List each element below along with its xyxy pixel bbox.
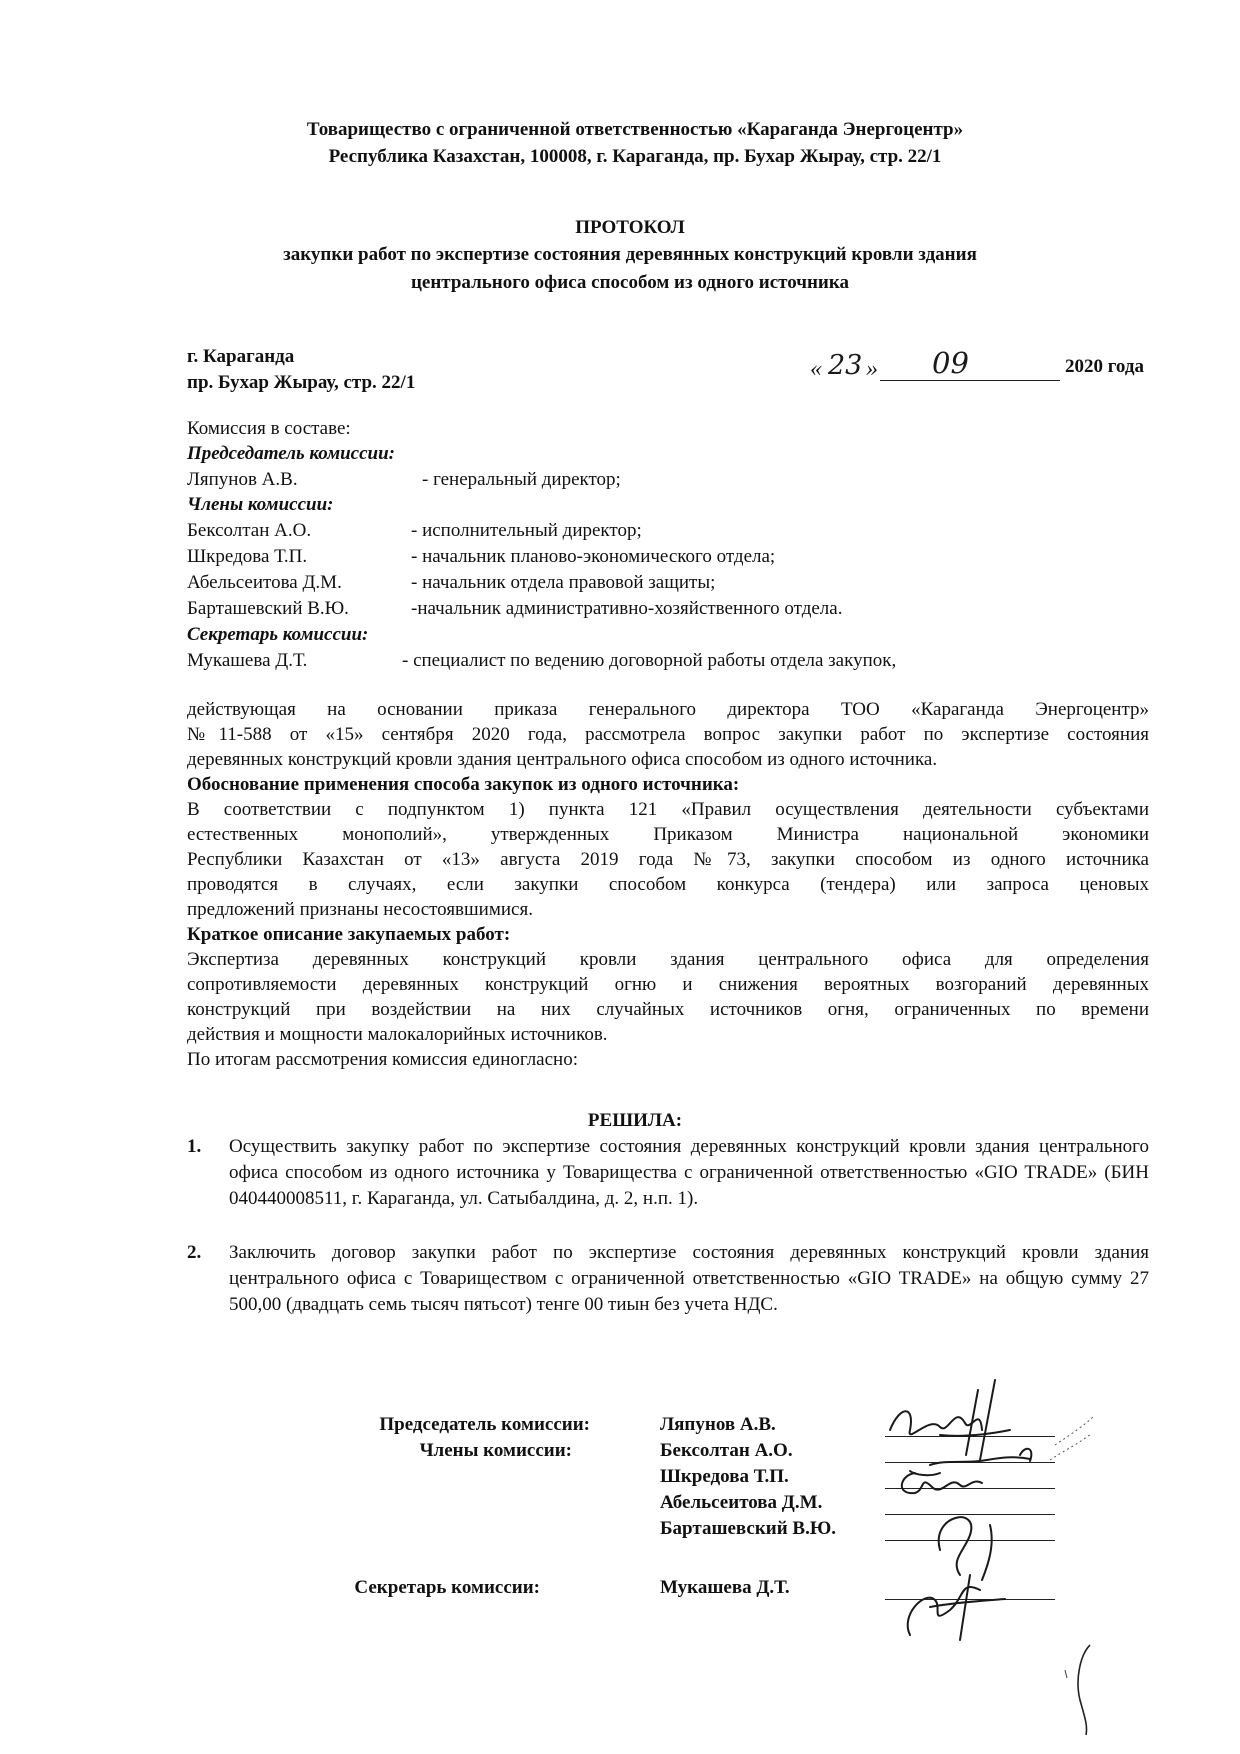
org-address: Республика Казахстан, 100008, г. Караганда, пр. Бухар Жырау, стр. 22/1 xyxy=(328,146,942,167)
handwritten-signatures xyxy=(870,1375,1100,1645)
description-line: действия и мощности малокалорийных источников. xyxy=(187,1024,608,1045)
member-role: - начальник отдела правовой защиты; xyxy=(411,572,716,593)
member-role: - начальник планово-экономического отдела; xyxy=(411,546,776,567)
doc-title: ПРОТОКОЛ xyxy=(575,217,685,238)
decision-item-text: Осуществить закупку работ по экспертизе состояния деревянных конструкций кровли здания центрального офиса способом из одного источника у Товарищества с ограниченной ответственностью «GIO TRADE» (БИН 040440008511, г. Караганда, ул. Сатыбалдина, д. 2, н.п. 1). xyxy=(229,1136,1149,1209)
date-block xyxy=(810,346,1155,386)
doc-subtitle-line2: центрального офиса способом из одного источника xyxy=(410,272,850,293)
sig-chair-label: Председатель комиссии: xyxy=(379,1414,590,1435)
justification-line: предложений признаны несостоявшимися. xyxy=(187,899,533,920)
decision-list xyxy=(187,1134,1149,1318)
description-line: конструкций при воздействии на них случайных источников огня, ограниченных по времени xyxy=(187,999,1149,1020)
faint-stroke xyxy=(1050,1433,1092,1460)
secretary-heading: Секретарь комиссии: xyxy=(187,624,369,645)
chair-name: Ляпунов А.В. xyxy=(187,469,298,490)
sig-name: Шкредова Т.П. xyxy=(660,1466,789,1487)
signature-stroke xyxy=(908,1587,980,1635)
secretary-name: Мукашева Д.Т. xyxy=(187,650,308,671)
member-name: Барташевский В.Ю. xyxy=(187,598,349,619)
decision-heading: РЕШИЛА: xyxy=(587,1110,683,1131)
signature-stroke xyxy=(890,1411,982,1434)
signature-stroke xyxy=(980,1380,995,1460)
commission-intro: Комиссия в составе: xyxy=(187,418,351,439)
sig-secretary-name: Мукашева Д.Т. xyxy=(660,1577,790,1598)
place-city: г. Караганда xyxy=(187,346,295,367)
decision-item-number: 1. xyxy=(187,1136,202,1157)
description-heading: Краткое описание закупаемых работ: xyxy=(187,924,511,945)
sig-name: Барташевский В.Ю. xyxy=(660,1518,837,1539)
secretary-role: - специалист по ведению договорной работы отдела закупок, xyxy=(402,650,897,671)
para1-line: №11-588 от «15» сентября 2020 года, рассмотрела вопрос закупки работ по экспертизе состояния xyxy=(187,724,1149,745)
sig-secretary-label: Секретарь комиссии: xyxy=(354,1577,540,1598)
place-address: пр. Бухар Жырау, стр. 22/1 xyxy=(187,372,416,393)
chair-heading: Председатель комиссии: xyxy=(187,443,395,464)
para1-line: действующая на основании приказа генерального директора ТОО «Караганда Энергоцентр» xyxy=(187,699,1149,720)
signature-stroke xyxy=(910,1471,940,1475)
secretary-row xyxy=(187,648,896,673)
member-name: Шкредова Т.П. xyxy=(187,546,308,567)
member-name: Абельсеитова Д.М. xyxy=(187,572,342,593)
signature-stroke xyxy=(930,1599,1005,1607)
description-line: Экспертиза деревянных конструкций кровли здания центрального офиса для определения xyxy=(187,949,1149,970)
members-heading: Члены комиссии: xyxy=(187,494,334,515)
signature-stroke xyxy=(902,1473,982,1493)
org-name: Товарищество с ограниченной ответственностью «Караганда Энергоцентр» xyxy=(306,119,964,140)
doc-subtitle-line1: закупки работ по экспертизе состояния деревянных конструкций кровли здания xyxy=(283,244,977,265)
signature-stroke xyxy=(966,1390,978,1455)
member-row xyxy=(187,570,715,595)
date-open-quote: « xyxy=(810,356,822,382)
justification-line: проводятся в случаях, если закупки способом конкурса (тендера) или запроса ценовых xyxy=(187,874,1149,895)
faint-stroke xyxy=(1055,1415,1095,1445)
justification-line: естественных монополий», утвержденных Приказом Министра национальной экономики xyxy=(187,824,1149,845)
date-close-quote: » xyxy=(866,356,878,382)
date-month-handwritten: 09 xyxy=(932,346,969,380)
date-month-line xyxy=(880,380,1060,381)
description-line: сопротивляемости деревянных конструкций огню и снижения вероятных возгораний деревянных xyxy=(187,974,1149,995)
sig-name: Бексолтан А.О. xyxy=(660,1440,793,1461)
date-year: 2020 года xyxy=(1065,356,1144,377)
chair-row xyxy=(187,467,621,492)
justification-line: В соответствии с подпунктом 1) пункта 121 «Правил осуществления деятельности субъектами xyxy=(187,799,1149,820)
corner-mark xyxy=(1060,1640,1110,1740)
signature-stroke xyxy=(960,1575,970,1640)
chair-role: - генеральный директор; xyxy=(422,469,621,490)
result-intro: По итогам рассмотрения комиссия единогласно: xyxy=(187,1049,578,1070)
sig-name: Абельсеитова Д.М. xyxy=(660,1492,823,1513)
signature-stroke xyxy=(982,1525,992,1580)
member-row xyxy=(187,544,775,569)
decision-item-text: Заключить договор закупки работ по экспертизе состояния деревянных конструкций кровли здания центрального офиса с Товариществом с ограниченной ответственностью «GIO TRADE» на общую сумму 27 500,00 (двадцать семь тысяч пятьсот) тенге 00 тиын без учета НДС. xyxy=(229,1242,1149,1315)
decision-item xyxy=(187,1240,1149,1318)
decision-item-number: 2. xyxy=(187,1242,202,1263)
sig-name: Ляпунов А.В. xyxy=(660,1414,776,1435)
mark-stroke xyxy=(1078,1645,1090,1735)
signature-stroke xyxy=(939,1517,972,1575)
justification-heading: Обоснование применения способа закупок из одного источника: xyxy=(187,774,740,795)
member-role: -начальник административно-хозяйственного отдела. xyxy=(411,598,843,619)
signature-stroke xyxy=(940,1430,1010,1436)
mark-stroke xyxy=(1065,1670,1067,1678)
decision-item xyxy=(187,1134,1149,1212)
member-row xyxy=(187,596,842,621)
sig-members-label: Члены комиссии: xyxy=(419,1440,572,1461)
body-text xyxy=(187,697,1149,1072)
member-row xyxy=(187,518,642,543)
justification-line: Республики Казахстан от «13» августа 2019 года №73, закупки способом из одного источника xyxy=(187,849,1149,870)
member-role: - исполнительный директор; xyxy=(411,520,642,541)
date-day-handwritten: 23 xyxy=(828,350,863,381)
para1-line: деревянных конструкций кровли здания центрального офиса способом из одного источника. xyxy=(187,749,938,770)
member-name: Бексолтан А.О. xyxy=(187,520,312,541)
